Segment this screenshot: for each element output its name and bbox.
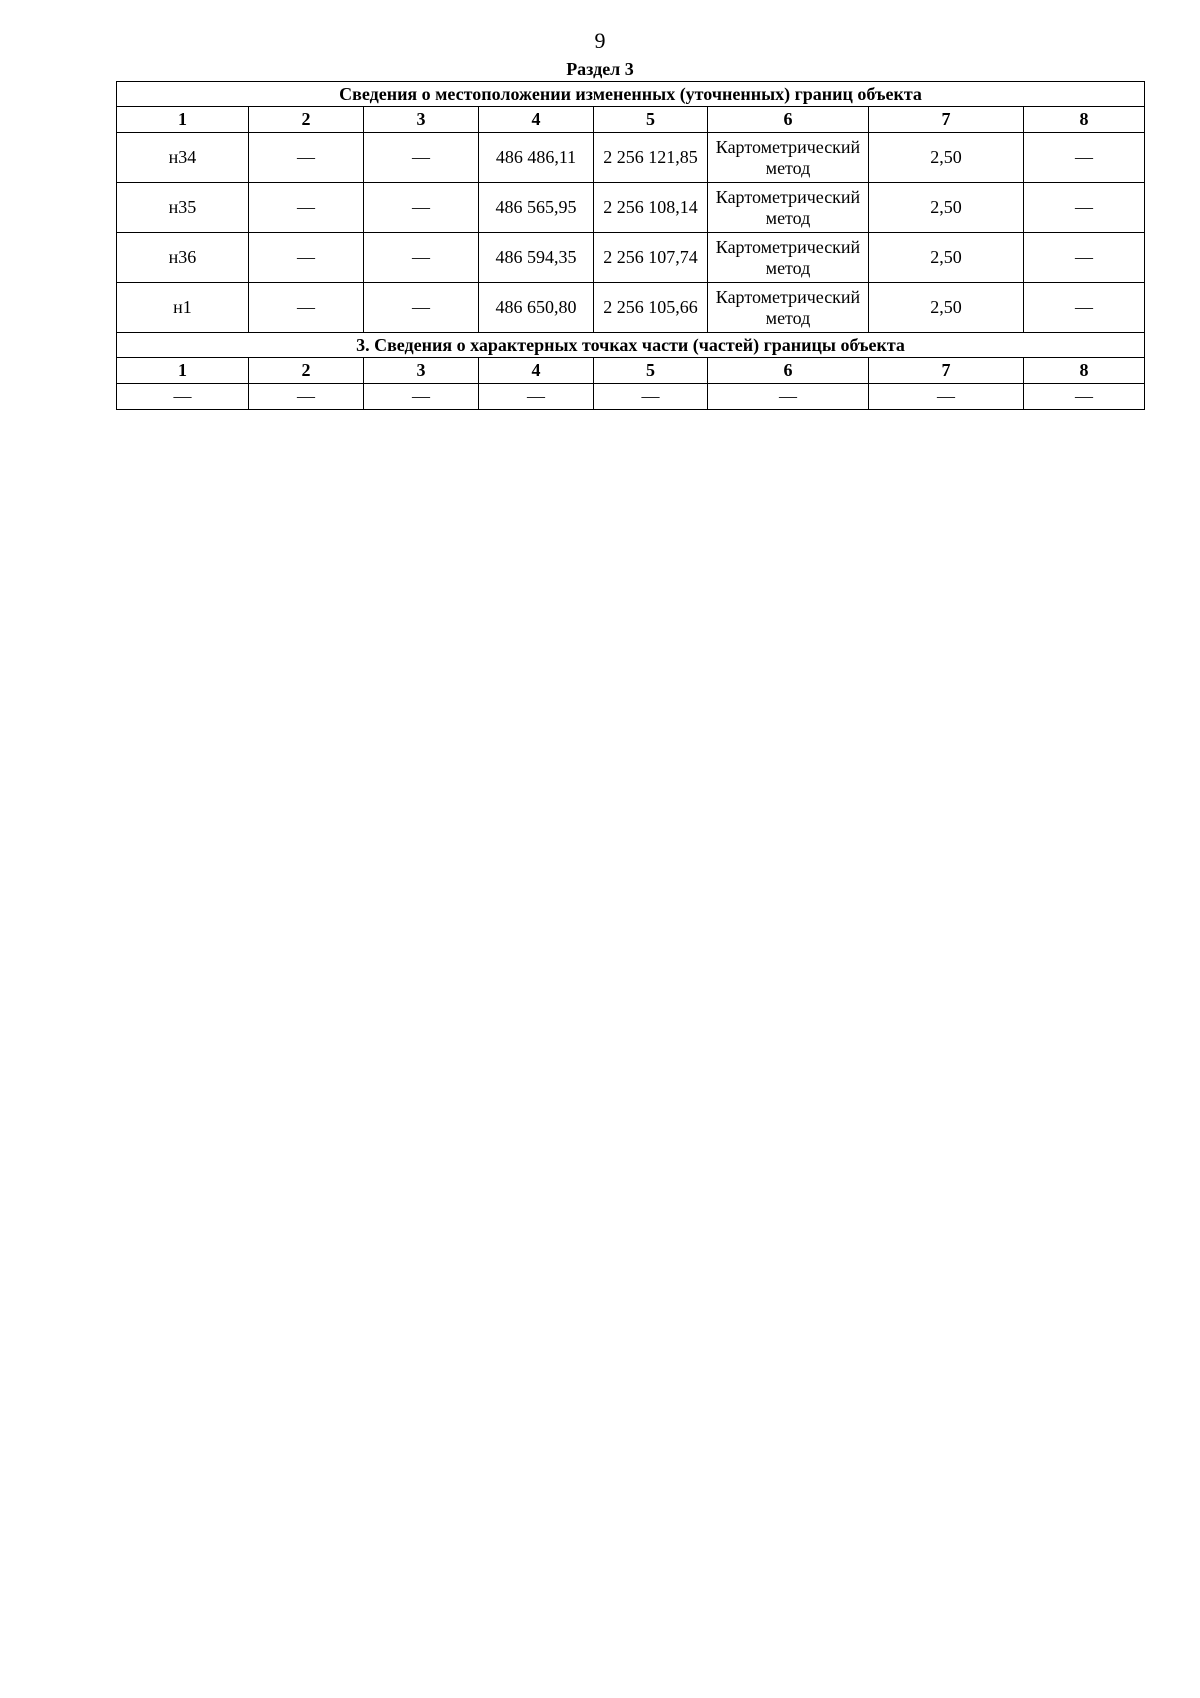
precision-cell: 2,50 [869, 183, 1024, 233]
point-name: н35 [117, 183, 249, 233]
column-number: 6 [708, 107, 869, 133]
empty-cell: — [708, 384, 869, 410]
method-cell: Картометрический метод [708, 233, 869, 283]
precision-cell: 2,50 [869, 233, 1024, 283]
empty-cell: — [479, 384, 594, 410]
coordinate-x: 486 565,95 [479, 183, 594, 233]
coordinate-x: 486 486,11 [479, 133, 594, 183]
column-number: 8 [1024, 358, 1145, 384]
empty-cell: — [364, 183, 479, 233]
table-caption: Сведения о местоположении измененных (уточненных) границ объекта [117, 82, 1145, 107]
point-name: н34 [117, 133, 249, 183]
empty-cell: — [249, 233, 364, 283]
boundary-table [116, 81, 1145, 410]
empty-cell: — [249, 384, 364, 410]
table-row [117, 384, 1145, 410]
empty-cell: — [364, 133, 479, 183]
part-caption-row [117, 333, 1145, 358]
empty-cell: — [249, 183, 364, 233]
method-cell: Картометрический метод [708, 283, 869, 333]
column-number: 5 [594, 358, 708, 384]
coordinate-x: 486 650,80 [479, 283, 594, 333]
empty-cell: — [1024, 283, 1145, 333]
point-name: н36 [117, 233, 249, 283]
empty-cell: — [117, 384, 249, 410]
part-caption: 3. Сведения о характерных точках части (частей) границы объекта [117, 333, 1145, 358]
column-number: 5 [594, 107, 708, 133]
empty-cell: — [1024, 133, 1145, 183]
column-number-row [117, 107, 1145, 133]
coordinate-y: 2 256 107,74 [594, 233, 708, 283]
coordinate-y: 2 256 108,14 [594, 183, 708, 233]
table-caption-row [117, 82, 1145, 107]
empty-cell: — [869, 384, 1024, 410]
coordinate-x: 486 594,35 [479, 233, 594, 283]
method-cell: Картометрический метод [708, 183, 869, 233]
column-number: 6 [708, 358, 869, 384]
empty-cell: — [364, 384, 479, 410]
empty-cell: — [249, 133, 364, 183]
column-number: 4 [479, 358, 594, 384]
method-cell: Картометрический метод [708, 133, 869, 183]
empty-cell: — [364, 283, 479, 333]
column-number: 1 [117, 358, 249, 384]
part-column-number-row [117, 358, 1145, 384]
column-number: 3 [364, 358, 479, 384]
precision-cell: 2,50 [869, 133, 1024, 183]
empty-cell: — [1024, 384, 1145, 410]
coordinate-y: 2 256 105,66 [594, 283, 708, 333]
column-number: 2 [249, 358, 364, 384]
table-row [117, 183, 1145, 233]
column-number: 4 [479, 107, 594, 133]
column-number: 8 [1024, 107, 1145, 133]
column-number: 7 [869, 107, 1024, 133]
section-title: Раздел 3 [566, 59, 634, 79]
empty-cell: — [594, 384, 708, 410]
column-number: 7 [869, 358, 1024, 384]
empty-cell: — [1024, 233, 1145, 283]
point-name: н1 [117, 283, 249, 333]
empty-cell: — [249, 283, 364, 333]
empty-cell: — [1024, 183, 1145, 233]
page-number: 9 [594, 28, 606, 53]
precision-cell: 2,50 [869, 283, 1024, 333]
table-row [117, 233, 1145, 283]
table-row [117, 283, 1145, 333]
coordinate-y: 2 256 121,85 [594, 133, 708, 183]
empty-cell: — [364, 233, 479, 283]
column-number: 3 [364, 107, 479, 133]
column-number: 1 [117, 107, 249, 133]
column-number: 2 [249, 107, 364, 133]
table-row [117, 133, 1145, 183]
